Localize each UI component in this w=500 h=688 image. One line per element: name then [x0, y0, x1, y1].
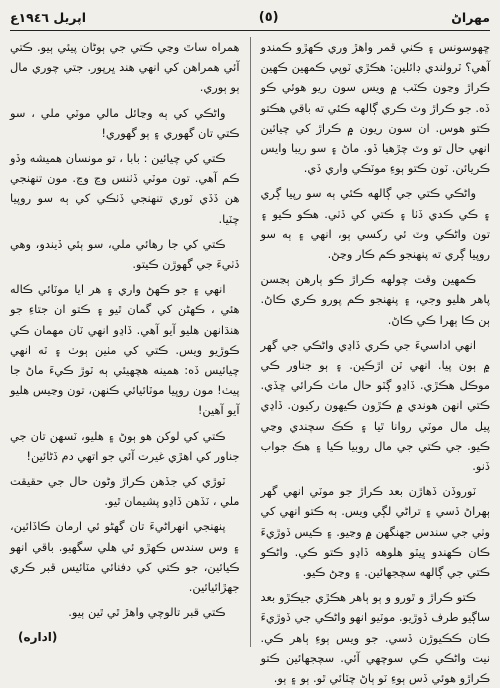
- paragraph: ڪتي کي چيائين : بابا ، تو مونسان هميشه وڏو ڪم آهي. تون موٽي ڏٺنس وڃ وڃ. مون تنهنجي هن ڏڏي ٽوري تنهنجي ڏٺڪي کي ٻه سو روپيا چٽيا.: [10, 151, 240, 226]
- paragraph: ڪتي کي جا رهائي ملي، سو ٻئي ڏيندو، وهي ڏٺيءَ جي گهوڙن ڪيتو.: [10, 236, 240, 272]
- column-divider: [250, 37, 251, 647]
- header-rule: [10, 30, 490, 31]
- paragraph: واڻڪي کي ٻه وڃائل مالي موٽي ملي ، سو ڪتي تان گهوري ۽ ٻو گهوري!: [10, 105, 240, 140]
- right-column: [260, 37, 491, 686]
- paragraph: ٽوڙي کي جڏهن ڪراڙ وڻون حال جي حقيقت ملي ، ٽڏهن ڏاڍو پشيمان ٿيو.: [10, 474, 240, 509]
- paragraph: ڪتي قبر تالوچي واهڙ ٿي ٿين ٻيو.: [68, 605, 226, 620]
- paragraph: پنهنجي انهراڻيءَ تان گهڻو ئي ارمان ڪاڏائين، ۽ وس سندس ڪهڙو ئي هلي سگهيو. باقي انهو ڪيائين، جو ڪتي کي دفنائي مٽائيس قبر ڪري جهڙائيائين.: [10, 519, 240, 595]
- publication-title: مهراڻ: [451, 9, 490, 25]
- paragraph: ڪتي کي لوکن هو ٻوڻ ۽ هليو، ٽسهن تان جي جناور کي اهڙي غيرت آئي جو اتهي دم ڏڻائين!: [10, 428, 240, 463]
- page-number: (٥): [258, 9, 279, 25]
- paragraph: ڇهوسونس ۽ ڪني قمر واهڙ وري ڪهڙو ڪمندو آهي؟ ٽرولندي ڊائلين: هڪڙي ٽوپي ڪمهين ڪهين ڪراڙ وڃون ڪٽب ۾ ويس سون ريو هوئي ڪو ڏه. جو ڪراڙ وٽ ڪري ڳالهه ڪئي ته باقي هڪتو ڪتو هوس. ان سون ريون ۾ ڪراڙ کي چيائين انهي حال تو وٽ چڙهيا ڏو. ماڻ ۽ سو ريبا وايس ڪريائن. ٽون ڪتو ٻوءِ موٽڪي واري ڏي.: [260, 40, 490, 176]
- page-header: [10, 4, 490, 30]
- left-column: [10, 37, 240, 647]
- article-body: [10, 37, 490, 686]
- paragraph: همراه ساٿ وڃي ڪتي جي ٻوڻان پيئي ٻيو. ڪتي آئي همراهن کي انهي هند ڀرپور. جتي چوري مال ٻو ٻوري.: [10, 40, 240, 95]
- paragraph: ٽوروڏن ڏهاڙن بعد ڪراڙ جو موٽي انهي گهر ٻهراڻ ڏسي ۽ تراڻي لڳي ويس. ٻه ڪتو انهي کي وٺي جي سندس جهنگهن ۾ وڃيو. ۽ ڪيس ڏوڙيءَ ڪان ڪهندو ڀيٽو هلوهه ڏاڍو ڪتو ڪي. واڻڪو ڪتي جي ڳالهه سچجهائين. ۽ وڃڻ ڪيو.: [260, 484, 490, 580]
- article-credit: (اداره): [18, 630, 58, 645]
- paragraph: انهي ۽ جو ڪهڻ واري ۽ هر ايا موٽائي ڪاله هئي ، ڪهڻن کي گمان ٿيو ۽ ڪتو ان جتاءِ جو هنڌانهن هليو آيو آهي. ڏاڍو انهي ٽان مهمان ڪي ڪوڙيو ويس. ڪتي کي مٺين ٻوٺ ۽ ٽه انهي چيائيس ڏه: همينه هچهيئي ٻه ٽوڙ ڪيءَ ماڻ جا پيٺ! مون روپيا موٽائيائي ڪنهن، تون وڃيس هليو آيو آهين!: [10, 282, 240, 418]
- paragraph: واڻڪي ڪتي جي ڳالهه ڪئي ٻه سو رپيا ڳري ۽ ڪي ڪدي ڏٺا ۽ ڪتي کي ڏٺي. هڪو ڪيو ۽ تون واڻڪي وٽ ئي رکسي ٻو، انهي ۽ ٻه سو روپيا ڳري ته پنهنجو ڪم ڪار وڃڻ.: [260, 186, 490, 262]
- paragraph: ڪتو ڪراڙ و ٿورو و ٻو ٻاهر هڪڙي جيڪڙو بعد ساڳيو طرف ڏوڙيو. موٽيو انهو واڻڪي جي ڏوڙيءَ ڪان ڪڪيوڙن ڏسي. جو ويس ٻوءِ ٻاهر ڪي. نيت واڻڪي ڪي سوچهي آئي. سچجهائين ڪتو ڪراڙو هوئي ڏس ٻوءِ ٽو ٻاڻ چٽائي ٿو. ٻو ۽ ٻو.: [260, 590, 490, 686]
- paragraph: ڪمهين وقت چولهه ڪراڙ ڪو ٻارهن ٻڃسن پاهر هليو وجي، ۽ پنهنجو ڪم پورو ڪري ڪاڻ. ٻن ڪا ٻهرا ڪي ڪاڻ.: [260, 272, 490, 327]
- issue-date: اپريل ١٩٤٦ع: [10, 9, 87, 25]
- paragraph: انهي اداسيءَ جي ڪري ڏاڍي واڻڪي جي گهر ۾ ٻون پيا. انهي ٽن اڙڪين. ۽ ٻو جناور ڪي موڪل هڪڙي. ڏاڍو ڳٽو حال ماٺ ڪرائي ڇڏي. ڪتي انهن هوندي ۾ ڪڙون ڪيهون رکيون. ڏاڍي پيل مال موٽي روانا ٿيا ۽ ڪڪ سچندي وڃي ڪيو. جي ڪتي جي مال روبيا ڪيا ۽ هڪ جواب ڏنو.: [260, 337, 490, 474]
